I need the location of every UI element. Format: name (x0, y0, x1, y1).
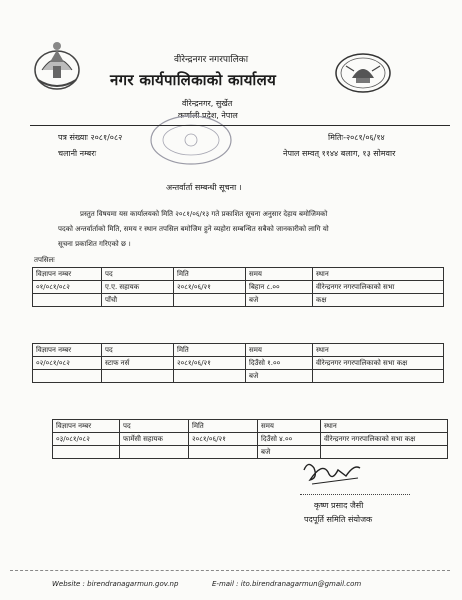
official-stamp-icon (148, 112, 234, 168)
footer-email: E-mail : ito.birendranagarmun@gmail.com (212, 580, 362, 588)
address-line-1: वीरेन्द्रनगर, सुर्खेत (182, 99, 233, 108)
table-cell: स्टाफ नर्स (102, 357, 174, 370)
signatory-title: पदपूर्ति समिति संयोजक (304, 515, 373, 524)
notice-date: मितिः-२०८१/०६/१४ (328, 133, 385, 142)
address-line-2: कर्णाली प्रदेश, नेपाल (178, 111, 238, 120)
table-cell: दिउँसो ४.०० (258, 433, 321, 446)
table-cell (33, 294, 102, 307)
table-cell (120, 446, 189, 459)
table-header-row (33, 268, 444, 281)
table-cell: कक्ष (313, 294, 444, 307)
table-cell (174, 294, 246, 307)
table-cell: फार्मेसी सहायक (120, 433, 189, 446)
notice-body-line-3: सूचना प्रकाशित गरिएको छ । (58, 240, 131, 248)
table-cell: पाँचौ (102, 294, 174, 307)
table-cell: ए.ए. सहायक (102, 281, 174, 294)
table-row-continuation (33, 294, 444, 307)
table-cell: बजे (258, 446, 321, 459)
municipality-logo-icon (334, 52, 392, 94)
nepal-government-emblem-icon (32, 40, 82, 92)
table-row (33, 357, 444, 370)
table-cell: बजे (246, 294, 313, 307)
office-title: नगर कार्यपालिकाको कार्यालय (110, 71, 277, 89)
header-cell: समय (246, 268, 313, 281)
schedule-table-3 (52, 419, 448, 459)
table-header-row (53, 420, 448, 433)
schedule-table-2 (32, 343, 444, 383)
footer-divider (10, 570, 450, 571)
header-cell: पद (120, 420, 189, 433)
table-cell: ०२/०८१/०८२ (33, 357, 102, 370)
nepal-samvat-date: नेपाल सम्वत् ११४४ बलाग, १३ सोमवार (283, 149, 396, 158)
footer-website: Website : birendranagarmun.gov.np (52, 580, 179, 588)
table-row (33, 281, 444, 294)
header-cell: स्थान (313, 268, 444, 281)
notice-subject: अन्तर्वार्ता सम्बन्धी सूचना । (166, 183, 242, 192)
table-cell: वीरेन्द्रनगर नगरपालिकाको सभा कक्ष (321, 433, 448, 446)
header-cell: पद (102, 268, 174, 281)
header-cell: मिति (174, 268, 246, 281)
header-cell: मिति (174, 344, 246, 357)
header-cell: विज्ञापन नम्बर (33, 268, 102, 281)
letter-number: पत्र संख्याः २०८१/०८२ (58, 133, 123, 142)
table-cell: वीरेन्द्रनगर नगरपालिकाको सभा (313, 281, 444, 294)
table-cell (33, 370, 102, 383)
signatory-name: कृष्ण प्रसाद जैसी (314, 501, 364, 510)
header-cell: समय (246, 344, 313, 357)
table-cell (189, 446, 258, 459)
table-cell (313, 370, 444, 383)
municipality-name: वीरेन्द्रनगर नगरपालिका (174, 55, 249, 65)
header-cell: मिति (189, 420, 258, 433)
table-cell (174, 370, 246, 383)
dispatch-number: चलानी नम्बरः (58, 149, 97, 158)
header-cell: विज्ञापन नम्बर (33, 344, 102, 357)
table-cell: २०८१/०६/२१ (174, 357, 246, 370)
header-cell: स्थान (313, 344, 444, 357)
header-divider (30, 125, 450, 126)
table-cell: बजे (246, 370, 313, 383)
schedule-table-1 (32, 267, 444, 307)
table-cell (53, 446, 120, 459)
header-cell: स्थान (321, 420, 448, 433)
header-cell: विज्ञापन नम्बर (53, 420, 120, 433)
table-row-continuation (33, 370, 444, 383)
table-cell: वीरेन्द्रनगर नगरपालिकाको सभा कक्ष (313, 357, 444, 370)
table-cell (102, 370, 174, 383)
table-cell: दिउँसो १.०० (246, 357, 313, 370)
tapsil-label: तपसिलः (34, 256, 55, 264)
table-cell: ०१/०८१/०८२ (33, 281, 102, 294)
table-row (53, 433, 448, 446)
signature-line (300, 494, 410, 495)
table-cell: ०३/०८१/०८२ (53, 433, 120, 446)
notice-body-line-2: पदको अन्तर्वार्ताको मिति, समय र स्थान तपसिल बमोजिम हुने व्यहोरा सम्बन्धित सबैको जानकारीको लागि यो (58, 225, 329, 233)
header-cell: पद (102, 344, 174, 357)
table-cell: बिहान ८.०० (246, 281, 313, 294)
table-header-row (33, 344, 444, 357)
notice-body-line-1: प्रस्तुत विषयमा यस कार्यालयको मिति २०८१/०६/१३ गते प्रकाशित सूचना अनुसार देहाय बमोजिमको (80, 210, 328, 218)
table-cell: २०८१/०६/२१ (174, 281, 246, 294)
table-row-continuation (53, 446, 448, 459)
header-cell: समय (258, 420, 321, 433)
table-cell: २०८१/०६/२१ (189, 433, 258, 446)
handwritten-signature (298, 456, 368, 490)
